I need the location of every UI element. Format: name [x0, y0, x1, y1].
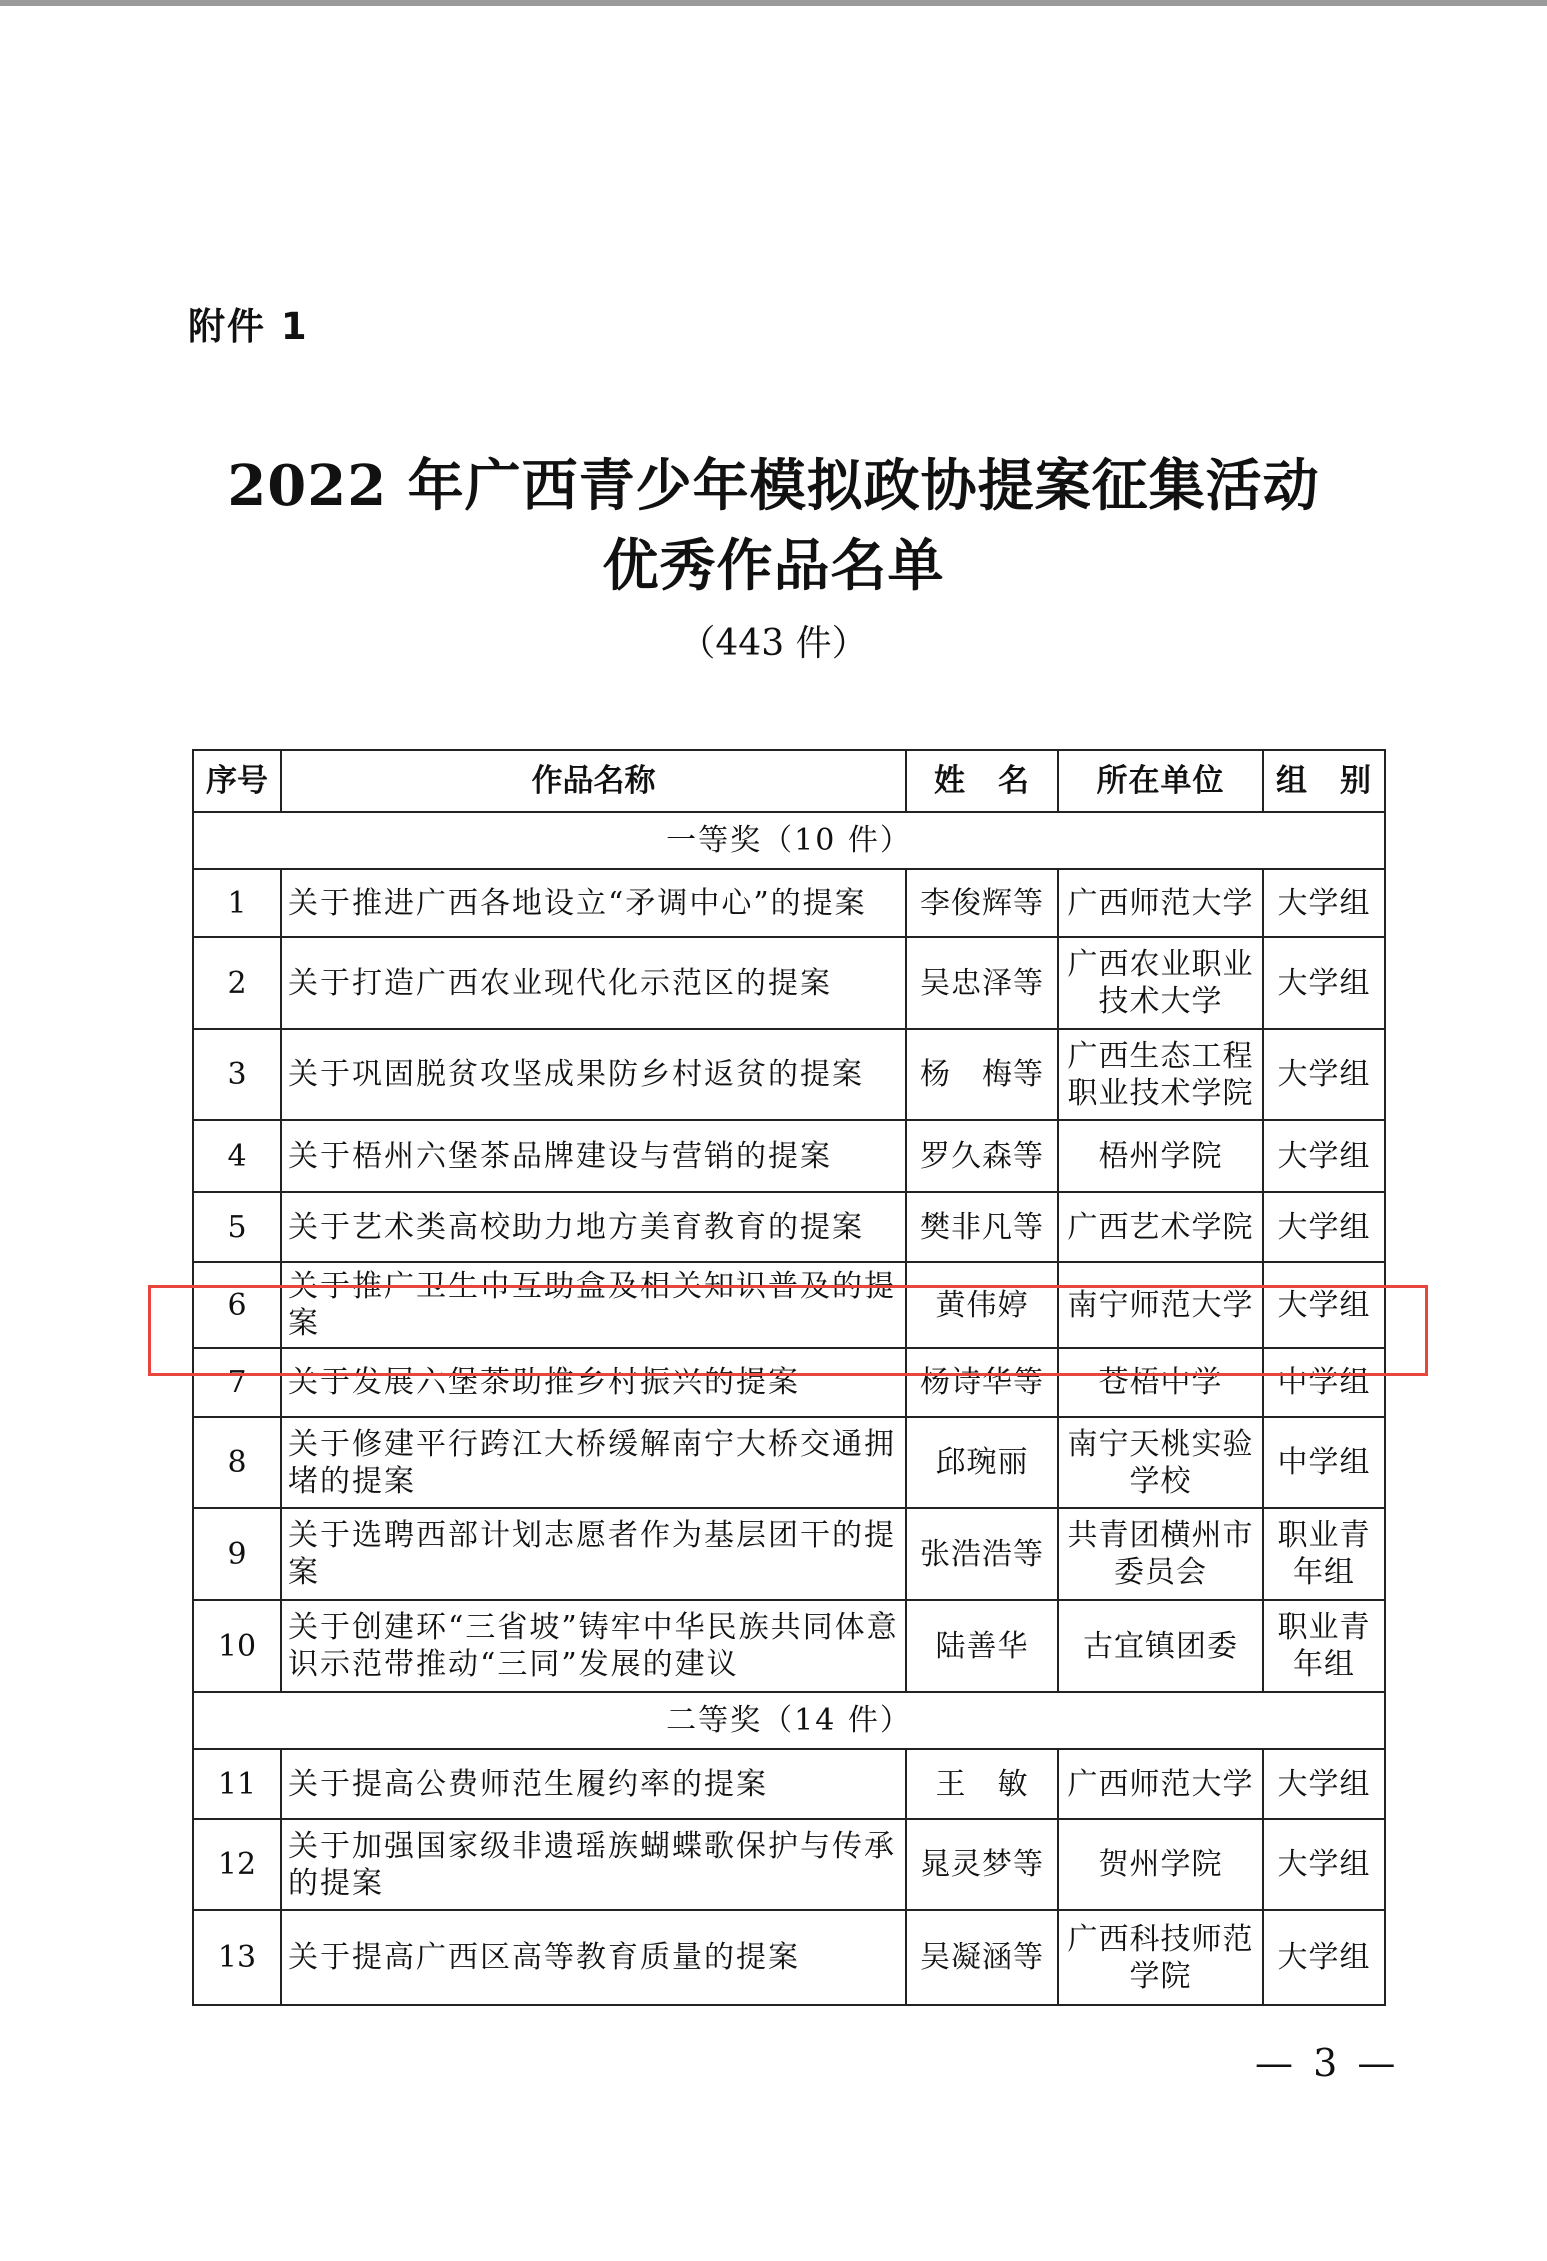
row-title: 关于艺术类高校助力地方美育教育的提案 [281, 1192, 906, 1262]
table-row [193, 937, 1385, 1029]
row-no: 2 [193, 937, 281, 1029]
row-title: 关于创建环“三省坡”铸牢中华民族共同体意识示范带推动“三同”发展的建议 [281, 1600, 906, 1692]
row-name: 王 敏 [906, 1749, 1058, 1819]
row-title: 关于加强国家级非遗瑶族蝴蝶歌保护与传承的提案 [281, 1819, 906, 1910]
header-unit: 所在单位 [1058, 750, 1263, 812]
row-title: 关于修建平行跨江大桥缓解南宁大桥交通拥堵的提案 [281, 1417, 906, 1508]
row-group: 大学组 [1263, 1120, 1385, 1192]
row-no: 11 [193, 1749, 281, 1819]
row-unit: 广西科技师范学院 [1058, 1910, 1263, 2005]
table-row [193, 869, 1385, 937]
row-no: 4 [193, 1120, 281, 1192]
section-label: 一等奖（10 件） [193, 812, 1385, 869]
row-name: 杨 梅等 [906, 1029, 1058, 1120]
table-row [193, 1600, 1385, 1692]
table-row [193, 1749, 1385, 1819]
header-no: 序号 [193, 750, 281, 812]
section-row-first-prize [193, 812, 1385, 869]
row-name: 李俊辉等 [906, 869, 1058, 937]
document-subtitle: 优秀作品名单 [602, 533, 945, 599]
table-header-row [193, 750, 1385, 812]
row-unit: 苍梧中学 [1058, 1348, 1263, 1417]
table-row [193, 1120, 1385, 1192]
row-unit: 古宜镇团委 [1058, 1600, 1263, 1692]
row-unit: 南宁师范大学 [1058, 1262, 1263, 1348]
document-title: 2022 年广西青少年模拟政协提案征集活动 [227, 453, 1320, 519]
row-unit: 广西生态工程职业技术学院 [1058, 1029, 1263, 1120]
row-name: 邱琬丽 [906, 1417, 1058, 1508]
row-unit: 共青团横州市委员会 [1058, 1508, 1263, 1600]
row-group: 中学组 [1263, 1417, 1385, 1508]
row-title: 关于提高公费师范生履约率的提案 [281, 1749, 906, 1819]
section-row-second-prize [193, 1692, 1385, 1749]
row-group: 大学组 [1263, 1192, 1385, 1262]
row-unit: 广西艺术学院 [1058, 1192, 1263, 1262]
row-no: 13 [193, 1910, 281, 2005]
row-title: 关于推进广西各地设立“矛调中心”的提案 [281, 869, 906, 937]
header-group: 组 别 [1263, 750, 1385, 812]
header-name: 姓 名 [906, 750, 1058, 812]
row-group: 大学组 [1263, 1819, 1385, 1910]
row-group: 大学组 [1263, 869, 1385, 937]
table-row [193, 1910, 1385, 2005]
row-group: 大学组 [1263, 1262, 1385, 1348]
row-no: 1 [193, 869, 281, 937]
row-name: 吴凝涵等 [906, 1910, 1058, 2005]
row-group: 职业青年组 [1263, 1508, 1385, 1600]
row-no: 5 [193, 1192, 281, 1262]
row-name: 杨诗华等 [906, 1348, 1058, 1417]
table-row [193, 1029, 1385, 1120]
row-title: 关于发展六堡茶助推乡村振兴的提案 [281, 1348, 906, 1417]
row-name: 吴忠泽等 [906, 937, 1058, 1029]
row-title: 关于选聘西部计划志愿者作为基层团干的提案 [281, 1508, 906, 1600]
table-row [193, 1192, 1385, 1262]
row-group: 大学组 [1263, 1910, 1385, 2005]
row-no: 8 [193, 1417, 281, 1508]
row-group: 中学组 [1263, 1348, 1385, 1417]
row-unit: 贺州学院 [1058, 1819, 1263, 1910]
row-group: 大学组 [1263, 937, 1385, 1029]
row-no: 10 [193, 1600, 281, 1692]
item-count: （443 件） [679, 623, 868, 664]
row-name: 张浩浩等 [906, 1508, 1058, 1600]
page-number: — 3 — [1255, 2041, 1400, 2085]
row-unit: 广西农业职业技术大学 [1058, 937, 1263, 1029]
header-title: 作品名称 [281, 750, 906, 812]
row-no: 6 [193, 1262, 281, 1348]
row-name: 晁灵梦等 [906, 1819, 1058, 1910]
row-unit: 广西师范大学 [1058, 869, 1263, 937]
table-row [193, 1508, 1385, 1600]
top-edge-bar [0, 0, 1547, 6]
row-title: 关于提高广西区高等教育质量的提案 [281, 1910, 906, 2005]
row-name: 罗久森等 [906, 1120, 1058, 1192]
row-name: 陆善华 [906, 1600, 1058, 1692]
award-list-table [192, 749, 1386, 2006]
row-group: 大学组 [1263, 1029, 1385, 1120]
row-title: 关于打造广西农业现代化示范区的提案 [281, 937, 906, 1029]
row-group: 大学组 [1263, 1749, 1385, 1819]
row-unit: 广西师范大学 [1058, 1749, 1263, 1819]
row-group: 职业青年组 [1263, 1600, 1385, 1692]
row-title: 关于梧州六堡茶品牌建设与营销的提案 [281, 1120, 906, 1192]
row-title: 关于巩固脱贫攻坚成果防乡村返贫的提案 [281, 1029, 906, 1120]
table-row [193, 1819, 1385, 1910]
row-unit: 南宁天桃实验学校 [1058, 1417, 1263, 1508]
row-name: 黄伟婷 [906, 1262, 1058, 1348]
row-unit: 梧州学院 [1058, 1120, 1263, 1192]
red-highlight-box [148, 1285, 1428, 1376]
attachment-label: 附件 1 [188, 305, 309, 348]
row-title: 关于推广卫生巾互助盒及相关知识普及的提案 [281, 1262, 906, 1348]
row-no: 3 [193, 1029, 281, 1120]
row-no: 7 [193, 1348, 281, 1417]
row-no: 9 [193, 1508, 281, 1600]
section-label: 二等奖（14 件） [193, 1692, 1385, 1749]
row-no: 12 [193, 1819, 281, 1910]
table-row [193, 1417, 1385, 1508]
row-name: 樊非凡等 [906, 1192, 1058, 1262]
